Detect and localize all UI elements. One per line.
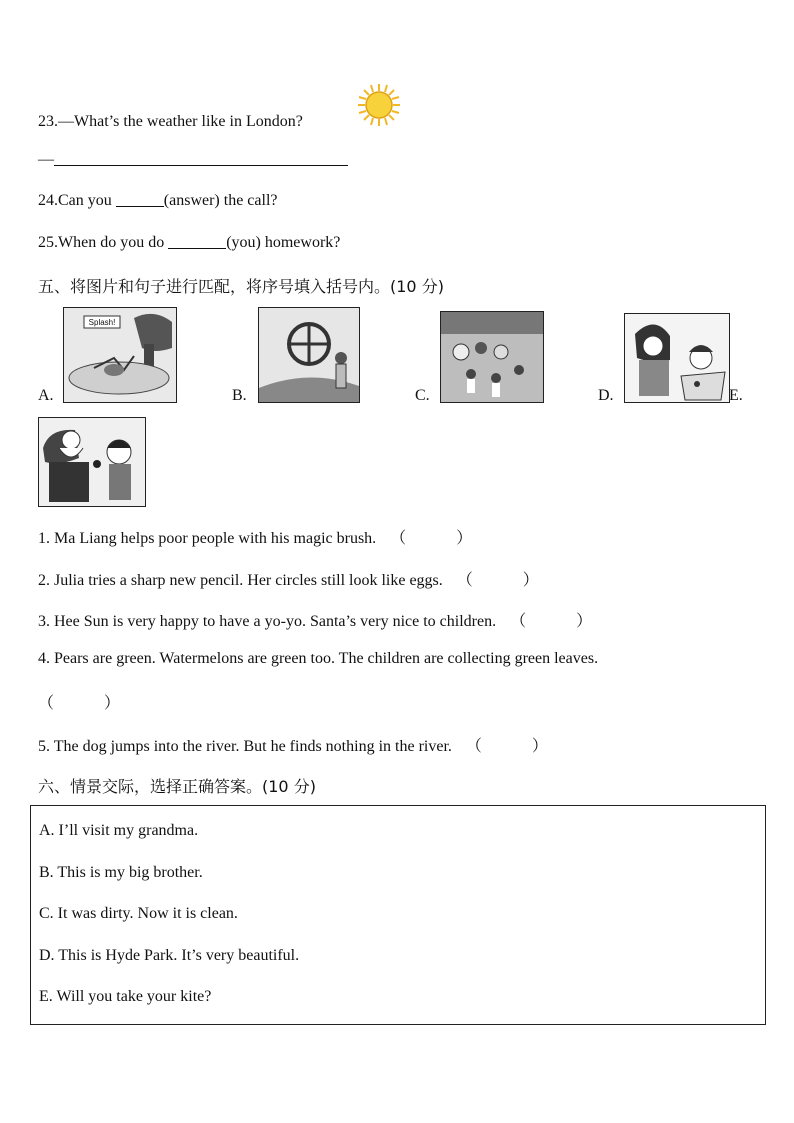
section-6-title: 六、情景交际，选择正确答案。(10 分) — [38, 777, 316, 796]
picture-e-santa-yoyo — [38, 417, 146, 507]
picture-b-ma-liang — [258, 307, 360, 403]
match-sentence-3: 3. Hee Sun is very happy to have a yo-yo. Santa’s very nice to children. （ ） — [38, 608, 592, 631]
section-5-title: 五、将图片和句子进行匹配，将序号填入括号内。(10 分) — [38, 277, 444, 296]
answer-blank[interactable] — [116, 205, 164, 207]
picture-label-a: A. — [38, 387, 54, 404]
option-d: D. This is Hyde Park. It’s very beautiful. — [39, 947, 300, 964]
picture-c-children-leaves — [440, 311, 544, 403]
match-sentence-2: 2. Julia tries a sharp new pencil. Her circles still look like eggs. （ ） — [38, 567, 539, 590]
answer-parens[interactable]: （ ） — [390, 530, 473, 547]
answer-parens[interactable]: （ ） — [456, 572, 539, 589]
answer-blank[interactable] — [54, 164, 348, 166]
option-a: A. I’ll visit my grandma. — [39, 822, 199, 839]
question-text: What’s the weather like in London? — [74, 113, 303, 130]
match-sentence-4: 4. Pears are green. Watermelons are green too. The children are collecting green leaves. — [38, 650, 599, 667]
word-hint: (answer) — [163, 192, 220, 209]
question-number: 25. — [38, 234, 58, 251]
question-text: Can you — [58, 192, 116, 209]
question-text: homework? — [260, 234, 341, 251]
option-b: B. This is my big brother. — [39, 864, 203, 881]
match-sentence-1: 1. Ma Liang helps poor people with his magic brush. （ ） — [38, 525, 472, 548]
picture-label-d: D. — [598, 387, 614, 404]
question-23 — [38, 113, 303, 131]
question-number: 24. — [38, 192, 58, 209]
splash-caption: Splash! — [88, 318, 116, 327]
option-e: E. Will you take your kite? — [39, 988, 212, 1005]
answer-parens[interactable]: （ ） — [465, 738, 548, 755]
picture-a-dog-splash — [63, 307, 177, 403]
answer-blank[interactable] — [168, 247, 226, 249]
dash: — — [58, 113, 74, 130]
question-text: When do you do — [58, 234, 169, 251]
picture-label-b: B. — [232, 387, 247, 404]
sun-icon — [356, 82, 402, 133]
option-c: C. It was dirty. Now it is clean. — [39, 905, 238, 922]
word-hint: (you) — [226, 234, 261, 251]
question-text: the call? — [219, 192, 278, 209]
picture-label-e: E. — [729, 387, 743, 404]
dash: — — [38, 151, 54, 168]
answer-parens[interactable]: （ ） — [510, 613, 593, 630]
answer-parens-4[interactable]: （ ） — [38, 695, 121, 712]
options-box — [30, 805, 766, 1025]
picture-d-julia-pencil — [624, 313, 730, 403]
answer-line-23 — [38, 151, 348, 169]
question-25 — [38, 234, 340, 252]
question-24 — [38, 192, 278, 210]
picture-label-c: C. — [415, 387, 430, 404]
question-number: 23. — [38, 113, 58, 130]
match-sentence-5: 5. The dog jumps into the river. But he finds nothing in the river. （ ） — [38, 733, 548, 756]
